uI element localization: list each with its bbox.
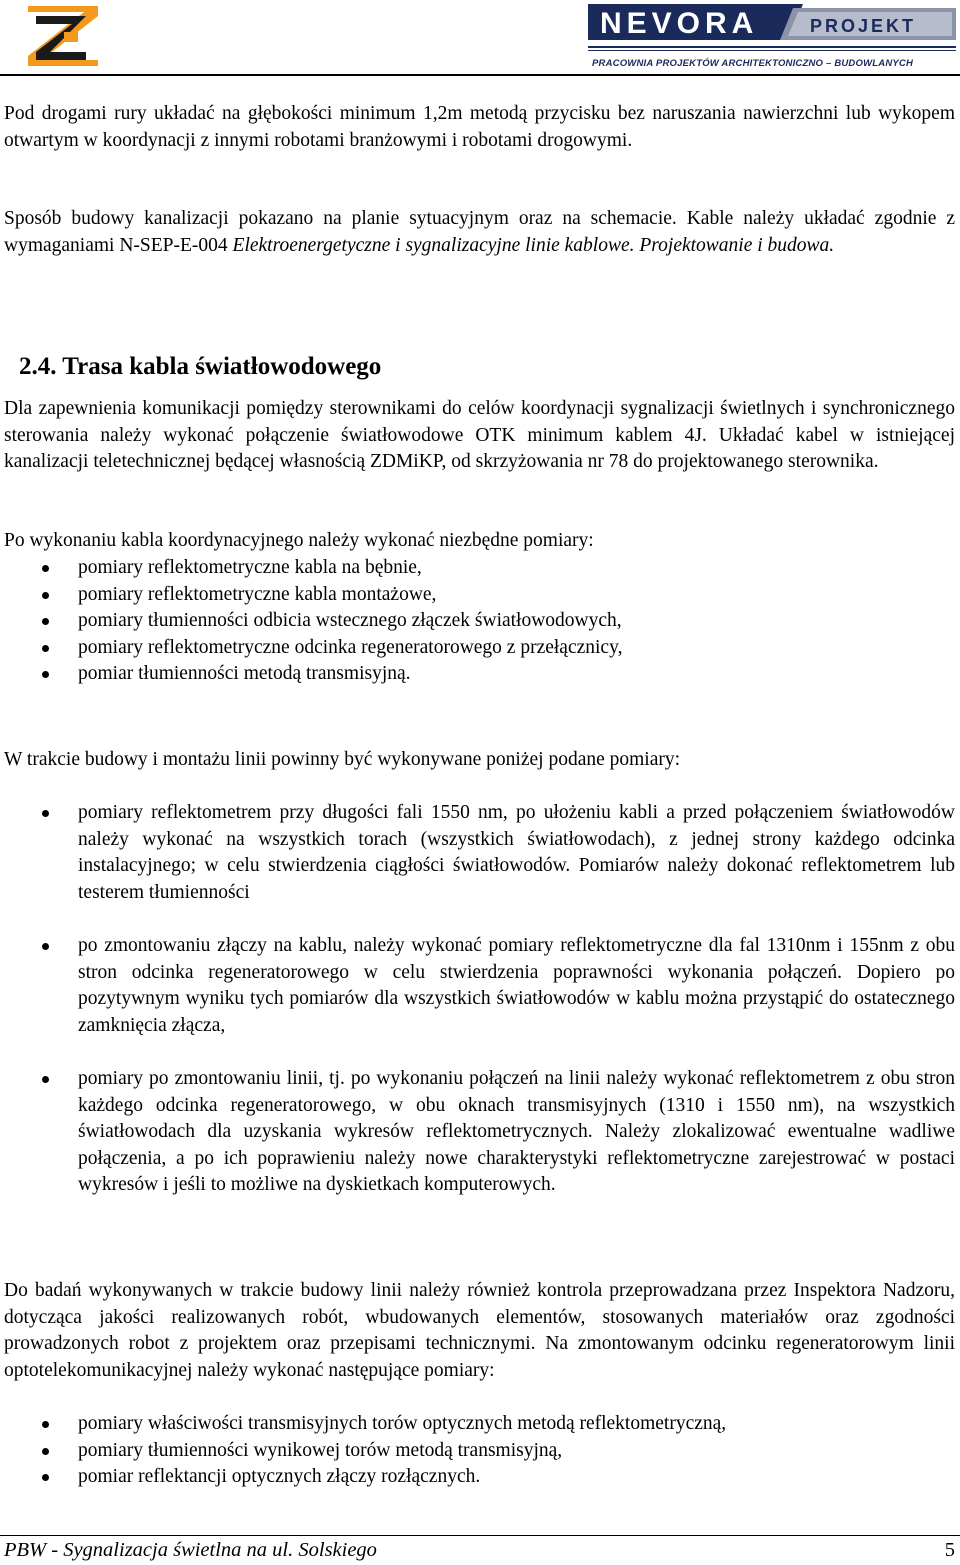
section-paragraph-3: W trakcie budowy i montażu linii powinny być wykonywane poniżej podane pomiary: <box>4 749 681 770</box>
brand-name: NEVORA <box>600 7 759 40</box>
list-item: pomiary właściwości transmisyjnych torów optycznych metodą reflektometryczną, <box>4 1411 955 1438</box>
section-paragraph-1: Dla zapewnienia komunikacji pomiędzy sterownikami do celów koordynacji sygnalizacji świetlnych i synchronicznego sterowania należy wykonać połączenie światłowodowe OTK minimum kablem 4J. Układać kabel w istniejącej kanalizacji teletechnicznej będącej własnością ZDMiKP, od skrzyżowania nr 78 do projektowanego sterownika. <box>4 398 955 473</box>
brand-tagline: PRACOWNIA PROJEKTÓW ARCHITEKTONICZNO – BUDOWLANYCH <box>592 58 914 69</box>
list-item: pomiary reflektometryczne kabla na bębnie, <box>4 555 955 582</box>
bullet-icon <box>42 671 49 678</box>
header-divider <box>0 74 960 76</box>
list-item: pomiary reflektometrem przy długości fali 1550 nm, po ułożeniu kabli a przed połączeniem światłowodów należy wykonać na wszystkich torach (wszystkich światłowodach), z jednej strony każdego odcinka instalacyjnego; w celu stwierdzenia ciągłości światłowodów. Pomiarów należy dokonać reflektometrem lub testerem tłumienności <box>4 800 955 906</box>
intro-paragraph-2 <box>4 206 955 259</box>
bullet-icon <box>42 1448 49 1455</box>
bullet-icon <box>42 565 49 572</box>
list-item: pomiary tłumienności odbicia wstecznego złączek światłowodowych, <box>4 608 955 635</box>
brand-suffix: PROJEKT <box>810 16 917 36</box>
page-header <box>0 0 960 75</box>
intro-paragraph-2-text: Sposób budowy kanalizacji pokazano na planie sytuacyjnym oraz na schemacie. Kable należy układać zgodnie z wymaganiami N-SEP-E-004 <box>4 208 955 256</box>
measurements-list-2 <box>4 800 955 1199</box>
bullet-icon <box>42 618 49 625</box>
list-item: po zmontowaniu złączy na kablu, należy wykonać pomiary reflektometryczne dla fal 1310nm i 155nm z obu stron odcinka regeneratorowego w celu stwierdzenia poprawności wykonania połączeń. Dopiero po pozytywnym wyniku tych pomiarów dla wszystkich światłowodów w kablu można przystąpić do ostatecznego zamknięcia złącza, <box>4 933 955 1039</box>
section-title: 2.4. Trasa kabla światłowodowego <box>19 353 382 380</box>
list-item: pomiary po zmontowaniu linii, tj. po wykonaniu połączeń na linii należy wykonać reflektometrem z obu stron każdego odcinka regeneratorowego, w obu oknach transmisyjnych (1310 i 1550 nm), na wszystkich światłowodach dla uzyskania wykresów reflektometrycznych. Należy zlokalizować ewentualne wadliwe połączenia, a po ich poprawieniu należy nowe charakterystyki reflektometryczne zarejestrować w postaci wykresów i jeśli to możliwe na dyskietkach komputerowych. <box>4 1066 955 1199</box>
list-item: pomiary tłumienności wynikowej torów metodą transmisyjną, <box>4 1438 955 1465</box>
section-paragraph-2: Po wykonaniu kabla koordynacyjnego należy wykonać niezbędne pomiary: <box>4 530 594 551</box>
bullet-icon <box>42 1421 49 1428</box>
company-logo-z-icon <box>26 2 100 66</box>
bullet-icon <box>42 943 49 950</box>
measurements-list-1 <box>4 555 955 688</box>
bullet-icon <box>42 592 49 599</box>
footer-title: PBW - Sygnalizacja świetlna na ul. Solskiego <box>4 1539 377 1561</box>
section-paragraph-4: Do badań wykonywanych w trakcie budowy linii należy również kontrola przeprowadzana przez Inspektora Nadzoru, dotycząca jakości realizowanych robót, wbudowanych elementów, stosowanych materiałów oraz zgodności prowadzonych robot z projektem oraz przepisami technicznymi. Na zmontowanym odcinku regeneratorowym linii optotelekomunikacyjnej należy wykonać następujące pomiary: <box>4 1280 955 1381</box>
intro-paragraph-1: Pod drogami rury układać na głębokości minimum 1,2m metodą przycisku bez naruszania nawierzchni lub wykopem otwartym w koordynacji z innymi robotami branżowymi i robotami drogowymi. <box>4 103 955 151</box>
list-item: pomiary reflektometryczne kabla montażowe, <box>4 582 955 609</box>
bullet-icon <box>42 810 49 817</box>
list-item: pomiar tłumienności metodą transmisyjną. <box>4 661 955 688</box>
bullet-icon <box>42 1474 49 1481</box>
footer-divider <box>0 1535 960 1536</box>
list-item: pomiar reflektancji optycznych złączy rozłącznych. <box>4 1464 955 1491</box>
bullet-icon <box>42 645 49 652</box>
list-item: pomiary reflektometryczne odcinka regeneratorowego z przełącznicy, <box>4 635 955 662</box>
bullet-icon <box>42 1076 49 1083</box>
standard-title: Elektroenergetyczne i sygnalizacyjne linie kablowe. Projektowanie i budowa. <box>232 234 835 256</box>
measurements-list-3 <box>4 1411 955 1491</box>
page-number: 5 <box>944 1539 955 1561</box>
